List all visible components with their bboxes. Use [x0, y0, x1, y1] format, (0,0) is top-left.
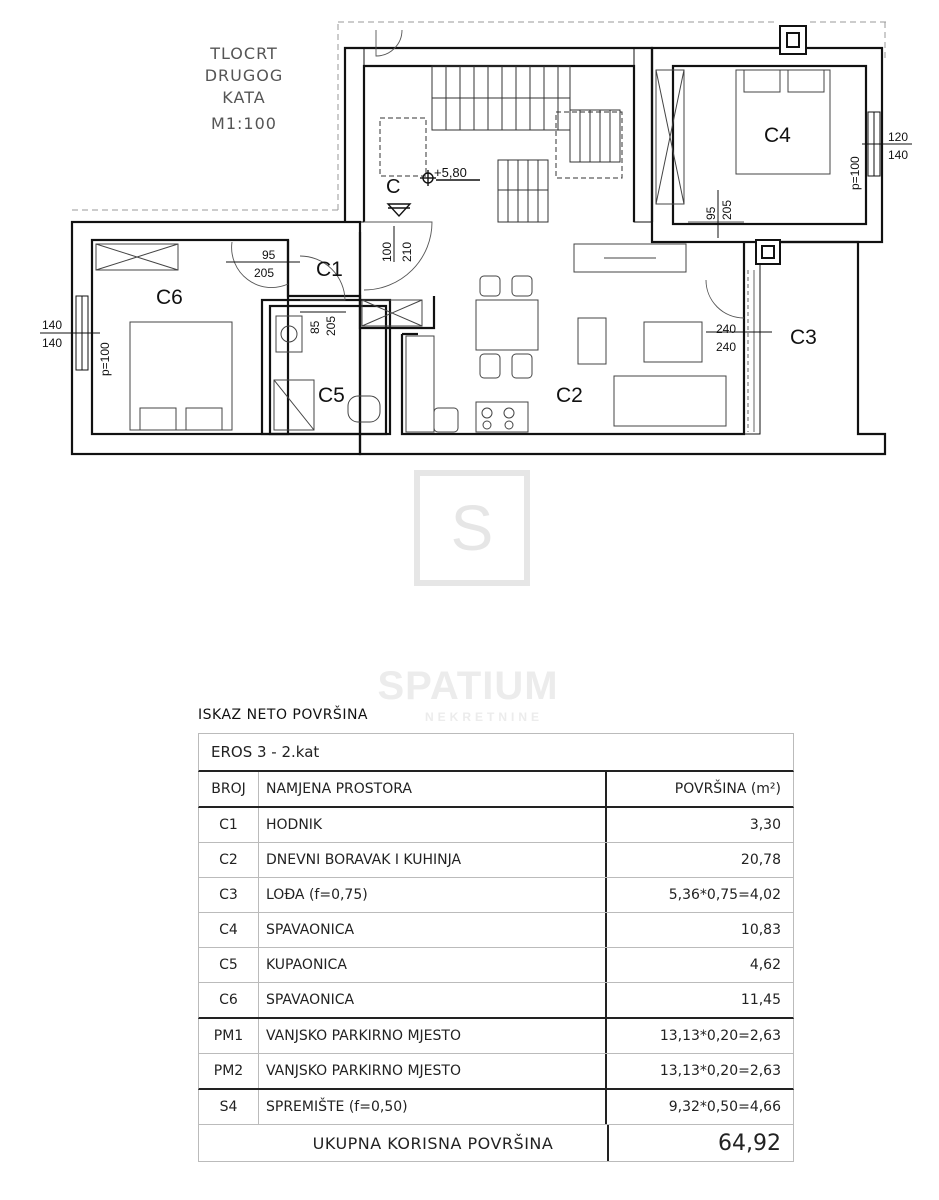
row-povrsina: 4,62 — [749, 957, 781, 973]
row-namjena: DNEVNI BORAVAK I KUHINJA — [259, 843, 607, 877]
row-broj: C3 — [199, 878, 259, 912]
dim-c3-door-bottom: 240 — [716, 340, 737, 354]
row-povrsina: 20,78 — [740, 852, 781, 868]
row-povrsina: 10,83 — [740, 922, 781, 938]
floor-plan-drawing — [0, 0, 939, 470]
row-namjena: VANJSKO PARKIRNO MJESTO — [259, 1054, 607, 1088]
header-namjena: NAMJENA PROSTORA — [259, 772, 607, 806]
row-povrsina: 13,13*0,20=2,63 — [659, 1063, 781, 1079]
floor-plan — [0, 0, 939, 470]
dim-c4-sill: p=100 — [848, 156, 862, 190]
room-label-c2: C2 — [556, 384, 583, 407]
dim-c4-door-right: 205 — [720, 199, 734, 220]
watermark-sub: NEKRETNINE — [424, 710, 543, 724]
dim-entry-door-left: 100 — [380, 241, 394, 262]
dim-c5-door-top: 85 — [308, 320, 322, 334]
dashed-outline — [72, 22, 890, 210]
doors — [232, 30, 754, 432]
plan-title-line-3: KATA — [222, 88, 266, 107]
table-row — [198, 948, 794, 983]
project-name: EROS 3 - 2.kat — [211, 743, 320, 761]
row-namjena: HODNIK — [259, 808, 607, 842]
row-namjena: SPAVAONICA — [259, 983, 607, 1017]
table-row — [198, 878, 794, 913]
dim-c6-door-bottom: 205 — [254, 266, 275, 280]
room-label-c4: C4 — [764, 124, 791, 147]
table-row — [198, 843, 794, 878]
table-heading: ISKAZ NETO POVRŠINA — [198, 707, 368, 723]
elevation-label: +5,80 — [434, 165, 467, 180]
row-broj: C6 — [199, 983, 259, 1017]
table-row — [198, 983, 794, 1019]
table-row — [198, 1019, 794, 1054]
dim-c6-door-top: 95 — [262, 248, 276, 262]
table-header-row — [198, 772, 794, 808]
row-broj: PM1 — [199, 1019, 259, 1053]
row-broj: S4 — [199, 1090, 259, 1124]
row-broj: C4 — [199, 913, 259, 947]
row-povrsina: 9,32*0,50=4,66 — [668, 1099, 781, 1115]
row-namjena: KUPAONICA — [259, 948, 607, 982]
table-row — [198, 808, 794, 843]
table-row — [198, 1054, 794, 1090]
dim-entry-door-right: 210 — [400, 241, 414, 262]
table-total-row — [198, 1125, 794, 1162]
svg-text:S: S — [450, 492, 494, 564]
spatium-logo-icon — [414, 470, 530, 586]
room-label-c5: C5 — [318, 384, 345, 407]
plan-title-line-2: DRUGOG — [204, 66, 284, 85]
dim-c6-window-bottom: 140 — [42, 336, 63, 350]
area-table — [198, 733, 794, 1162]
row-povrsina: 13,13*0,20=2,63 — [659, 1028, 781, 1044]
total-value: 64,92 — [718, 1130, 781, 1156]
plan-title-line-1: TLOCRT — [210, 44, 278, 63]
plan-scale: M1:100 — [211, 114, 277, 133]
room-label-c6: C6 — [156, 286, 183, 309]
dim-c4-door-left: 95 — [704, 206, 718, 220]
dim-c6-window-top: 140 — [42, 318, 63, 332]
dim-c4-window-bottom: 140 — [888, 148, 909, 162]
dim-c6-sill: p=100 — [98, 342, 112, 376]
row-broj: C5 — [199, 948, 259, 982]
header-broj: BROJ — [199, 772, 259, 806]
dim-c5-door-bottom: 205 — [324, 315, 338, 336]
dim-c4-window-top: 120 — [888, 130, 909, 144]
row-broj: C1 — [199, 808, 259, 842]
table-project-row — [198, 733, 794, 772]
row-broj: PM2 — [199, 1054, 259, 1088]
table-row — [198, 913, 794, 948]
stair-label: C — [386, 176, 401, 198]
stairs — [432, 66, 620, 222]
header-povrsina: POVRŠINA (m²) — [674, 781, 781, 797]
dim-c3-door-top: 240 — [716, 322, 737, 336]
row-namjena: VANJSKO PARKIRNO MJESTO — [259, 1019, 607, 1053]
row-povrsina: 5,36*0,75=4,02 — [668, 887, 781, 903]
room-label-c1: C1 — [316, 258, 343, 281]
row-broj: C2 — [199, 843, 259, 877]
watermark-brand: SPATIUM — [377, 664, 559, 708]
row-povrsina: 3,30 — [749, 817, 781, 833]
stair-dashed — [380, 112, 622, 178]
room-label-c3: C3 — [790, 326, 817, 349]
table-row — [198, 1090, 794, 1125]
row-namjena: SPREMIŠTE (f=0,50) — [259, 1090, 607, 1124]
row-povrsina: 11,45 — [740, 992, 781, 1008]
total-label: UKUPNA KORISNA POVRŠINA — [259, 1125, 609, 1161]
row-namjena: SPAVAONICA — [259, 913, 607, 947]
row-namjena: LOĐA (f=0,75) — [259, 878, 607, 912]
